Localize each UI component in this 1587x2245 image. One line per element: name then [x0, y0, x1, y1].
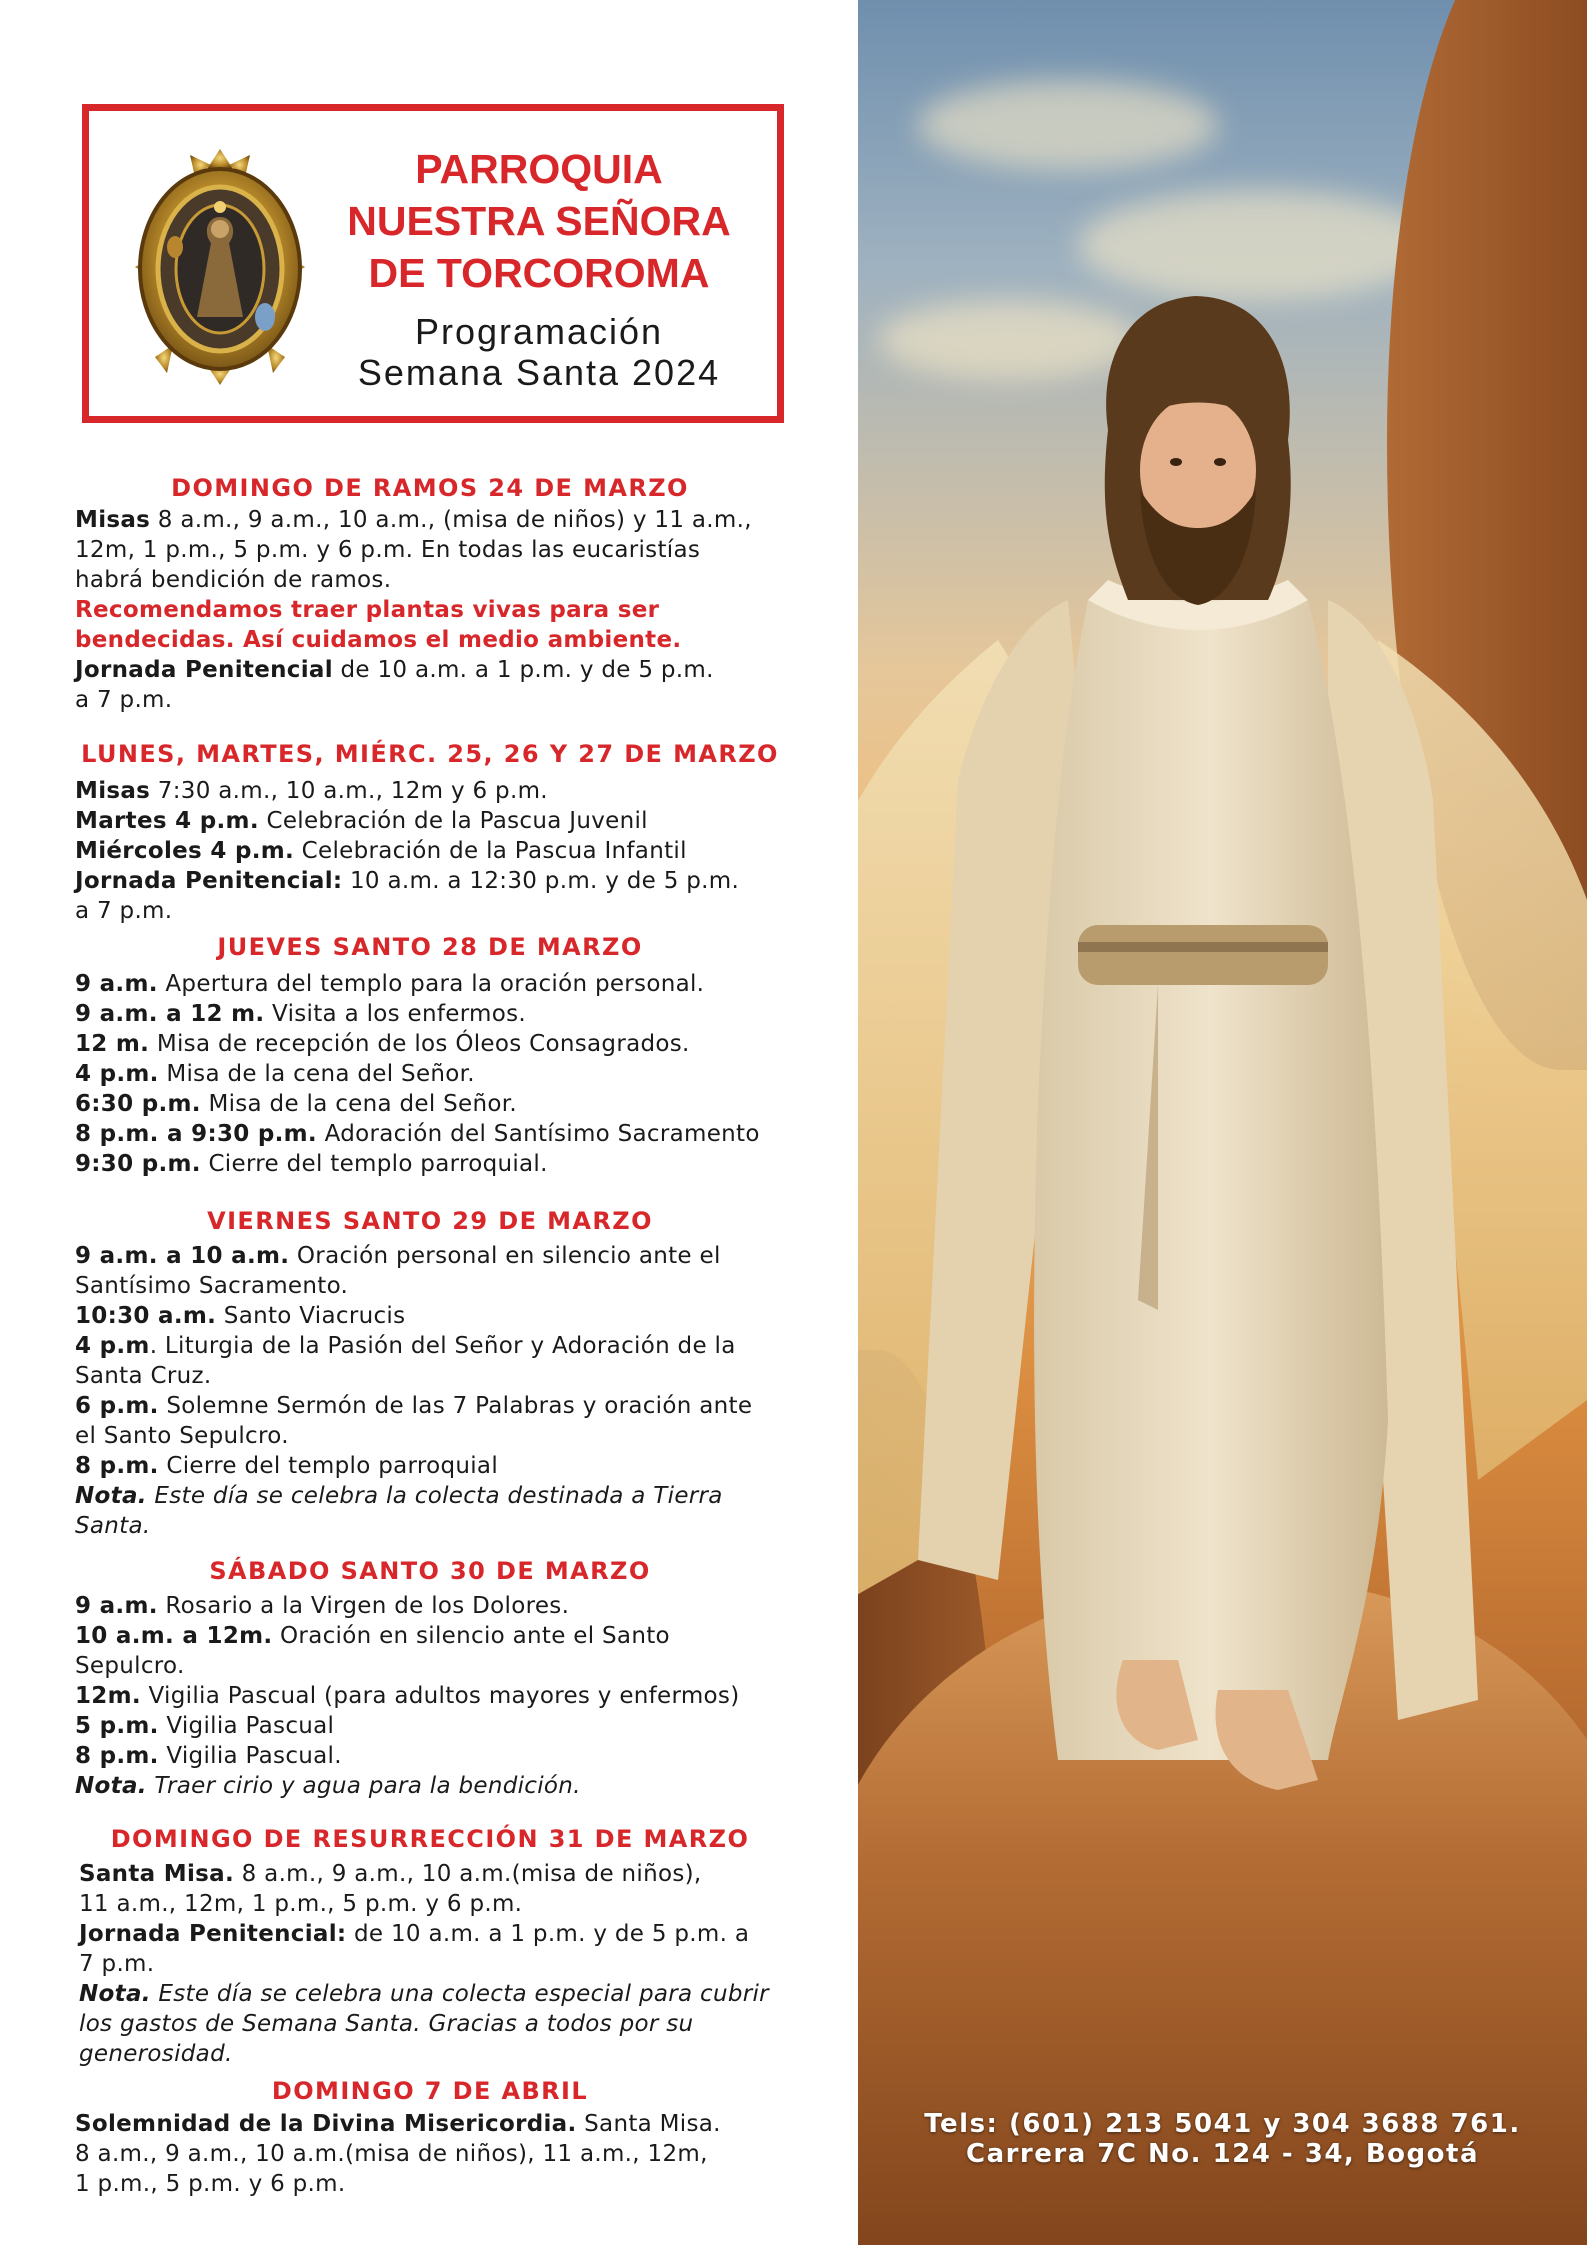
- section-title: DOMINGO 7 DE ABRIL: [271, 2077, 589, 2105]
- parish-line-3: DE TORCOROMA: [368, 250, 710, 296]
- schedule-text: a 7 p.m.: [75, 687, 173, 713]
- schedule-note-label: Nota.: [75, 1773, 147, 1799]
- schedule-line: [79, 1949, 154, 1979]
- schedule-time: 8 p.m.: [75, 1743, 159, 1769]
- section-title: DOMINGO DE RESURRECCIÓN 31 DE MARZO: [110, 1825, 750, 1853]
- schedule-time: 5 p.m.: [75, 1713, 159, 1739]
- schedule-line: [75, 1149, 548, 1179]
- schedule-text: 11 a.m., 12m, 1 p.m., 5 p.m. y 6 p.m.: [79, 1891, 523, 1917]
- schedule-line: [75, 625, 681, 655]
- schedule-text: 7 p.m.: [79, 1951, 155, 1977]
- schedule-text: Oración personal en silencio ante el: [289, 1243, 721, 1269]
- schedule-line: [75, 505, 752, 535]
- schedule-note: los gastos de Semana Santa. Gracias a todos por su: [79, 2011, 694, 2037]
- schedule-text: de 10 a.m. a 1 p.m. y de 5 p.m. a: [346, 1921, 750, 1947]
- schedule-line: [75, 1271, 348, 1301]
- schedule-line: [75, 2169, 345, 2199]
- program-line-2: Semana Santa 2024: [357, 352, 721, 393]
- schedule-text: Santo Viacrucis: [216, 1303, 406, 1329]
- schedule-text: Misa de la cena del Señor.: [158, 1061, 475, 1087]
- schedule-text: Cierre del templo parroquial.: [200, 1151, 548, 1177]
- schedule-line: [79, 2039, 233, 2069]
- schedule-text: Oración en silencio ante el Santo: [272, 1623, 670, 1649]
- schedule-time: Miércoles 4 p.m.: [75, 838, 295, 864]
- section-title: DOMINGO DE RAMOS 24 DE MARZO: [171, 474, 689, 502]
- schedule-line: [75, 2109, 721, 2139]
- schedule-line: [75, 685, 172, 715]
- schedule-line: [75, 1591, 569, 1621]
- schedule-line: [79, 1979, 769, 2009]
- schedule-time: 9 a.m. a 10 a.m.: [75, 1243, 290, 1269]
- schedule-time: 9 a.m.: [75, 971, 158, 997]
- virgin-emblem-icon: [125, 147, 315, 387]
- schedule-text: . Liturgia de la Pasión del Señor y Adoración de la: [149, 1333, 736, 1359]
- program-line-1: Programación: [414, 311, 664, 352]
- schedule-line: [75, 1741, 342, 1771]
- schedule-time: 4 p.m: [75, 1333, 150, 1359]
- schedule-text: el Santo Sepulcro.: [75, 1423, 289, 1449]
- schedule-text: 8 a.m., 9 a.m., 10 a.m.(misa de niños),: [234, 1861, 702, 1887]
- schedule-text: Rosario a la Virgen de los Dolores.: [157, 1593, 570, 1619]
- schedule-line: [75, 1681, 740, 1711]
- schedule-time: 12 m.: [75, 1031, 150, 1057]
- schedule-line: [75, 1119, 760, 1149]
- schedule-text: Vigilia Pascual (para adultos mayores y enfermos): [140, 1683, 740, 1709]
- schedule-text: Visita a los enfermos.: [264, 1001, 527, 1027]
- schedule-time: Jornada Penitencial: [75, 657, 333, 683]
- schedule-time: 8 p.m. a 9:30 p.m.: [75, 1121, 317, 1147]
- schedule-line: [75, 535, 700, 565]
- schedule-note-label: Nota.: [75, 1483, 147, 1509]
- schedule-text: 8 a.m., 9 a.m., 10 a.m., (misa de niños) y 11 a.m.,: [150, 507, 752, 533]
- schedule-line: [75, 1451, 498, 1481]
- schedule-line: [75, 1651, 185, 1681]
- schedule-text: 10 a.m. a 12:30 p.m. y de 5 p.m.: [342, 868, 740, 894]
- schedule-text: Adoración del Santísimo Sacramento: [316, 1121, 760, 1147]
- schedule-line: [75, 776, 548, 806]
- section-title: LUNES, MARTES, MIÉRC. 25, 26 Y 27 DE MARZO: [81, 740, 779, 768]
- schedule-line: [75, 1059, 475, 1089]
- schedule-line: [75, 866, 739, 896]
- schedule-time: 6 p.m.: [75, 1393, 159, 1419]
- schedule-time: 6:30 p.m.: [75, 1091, 201, 1117]
- schedule-time: Jornada Penitencial:: [79, 1921, 347, 1947]
- schedule-note: Traer cirio y agua para la bendición.: [146, 1773, 581, 1799]
- schedule-text: Santa Misa.: [576, 2111, 721, 2137]
- schedule-line: [75, 1361, 211, 1391]
- parish-line-1: PARROQUIA: [415, 146, 663, 192]
- schedule-line: [75, 1089, 517, 1119]
- schedule-line: [75, 1241, 721, 1271]
- schedule-note: Este día se celebra la colecta destinada a Tierra: [146, 1483, 723, 1509]
- schedule-note-label: Nota.: [79, 1981, 151, 2007]
- program-title: [329, 311, 749, 393]
- schedule-line: [75, 896, 172, 926]
- schedule-line: [75, 2139, 708, 2169]
- schedule-time: 12m.: [75, 1683, 141, 1709]
- schedule-time: Solemnidad de la Divina Misericordia.: [75, 2111, 577, 2137]
- schedule-time: Martes 4 p.m.: [75, 808, 259, 834]
- schedule-text: Celebración de la Pascua Infantil: [294, 838, 687, 864]
- schedule-note: generosidad.: [79, 2041, 233, 2067]
- section-title: JUEVES SANTO 28 DE MARZO: [217, 933, 643, 961]
- schedule-line: [75, 1511, 151, 1541]
- schedule-text: Misa de la cena del Señor.: [200, 1091, 518, 1117]
- schedule-line: [79, 1889, 522, 1919]
- schedule-time: 9 a.m.: [75, 1593, 158, 1619]
- section-title: VIERNES SANTO 29 DE MARZO: [207, 1207, 653, 1235]
- contact-phones: Tels: (601) 213 5041 y 304 3688 761.: [924, 2109, 1521, 2139]
- contact-address: Carrera 7C No. 124 - 34, Bogotá: [965, 2139, 1479, 2169]
- christ-figure: [858, 0, 1587, 2245]
- schedule-line: [75, 655, 714, 685]
- schedule-text: 12m, 1 p.m., 5 p.m. y 6 p.m. En todas las eucaristías: [75, 537, 701, 563]
- schedule-line: [75, 1771, 581, 1801]
- schedule-line: [75, 969, 704, 999]
- header-box: [82, 104, 784, 423]
- schedule-line: [75, 1301, 405, 1331]
- schedule-text: 7:30 a.m., 10 a.m., 12m y 6 p.m.: [150, 778, 548, 804]
- schedule-line: [79, 1859, 702, 1889]
- schedule-text: 8 a.m., 9 a.m., 10 a.m.(misa de niños), 11 a.m., 12m,: [75, 2141, 708, 2167]
- schedule-line: [75, 1391, 752, 1421]
- schedule-time: Santa Misa.: [79, 1861, 235, 1887]
- schedule-time: Misas: [75, 778, 151, 804]
- schedule-line: [75, 1711, 334, 1741]
- schedule-line: [75, 1029, 690, 1059]
- schedule-line: [75, 595, 659, 625]
- schedule-text: Misa de recepción de los Óleos Consagrados.: [149, 1031, 690, 1057]
- schedule-text: 1 p.m., 5 p.m. y 6 p.m.: [75, 2171, 346, 2197]
- schedule-line: [75, 1621, 670, 1651]
- schedule-text: Vigilia Pascual.: [158, 1743, 342, 1769]
- schedule-time: 10 a.m. a 12m.: [75, 1623, 273, 1649]
- schedule-text: de 10 a.m. a 1 p.m. y de 5 p.m.: [332, 657, 714, 683]
- schedule-time: 4 p.m.: [75, 1061, 159, 1087]
- schedule-line: [79, 1919, 749, 1949]
- resurrection-image: [858, 0, 1587, 2245]
- schedule-line: [75, 1331, 736, 1361]
- schedule-note-red: Recomendamos traer plantas vivas para ser: [75, 597, 660, 623]
- schedule-note: Santa.: [75, 1513, 151, 1539]
- schedule-note: Este día se celebra una colecta especial para cubrir: [150, 1981, 769, 2007]
- schedule-text: Sepulcro.: [75, 1653, 185, 1679]
- parish-name: [329, 143, 749, 299]
- schedule-text: Santísimo Sacramento.: [75, 1273, 349, 1299]
- schedule-line: [75, 1481, 723, 1511]
- schedule-text: Vigilia Pascual: [158, 1713, 335, 1739]
- schedule-text: Celebración de la Pascua Juvenil: [258, 808, 648, 834]
- schedule-time: Misas: [75, 507, 151, 533]
- schedule-text: Apertura del templo para la oración personal.: [157, 971, 705, 997]
- schedule-line: [75, 1421, 289, 1451]
- schedule-text: Santa Cruz.: [75, 1363, 212, 1389]
- schedule-line: [75, 836, 687, 866]
- schedule-line: [75, 806, 648, 836]
- schedule-time: 9 a.m. a 12 m.: [75, 1001, 265, 1027]
- schedule-text: Cierre del templo parroquial: [158, 1453, 499, 1479]
- schedule-line: [75, 565, 391, 595]
- parish-line-2: NUESTRA SEÑORA: [347, 198, 731, 244]
- section-title: SÁBADO SANTO 30 DE MARZO: [209, 1557, 651, 1585]
- schedule-line: [79, 2009, 693, 2039]
- schedule-text: habrá bendición de ramos.: [75, 567, 392, 593]
- schedule-time: 10:30 a.m.: [75, 1303, 217, 1329]
- schedule-time: 9:30 p.m.: [75, 1151, 201, 1177]
- schedule-line: [75, 999, 526, 1029]
- schedule-time: Jornada Penitencial:: [75, 868, 343, 894]
- schedule-text: a 7 p.m.: [75, 898, 173, 924]
- schedule-text: Solemne Sermón de las 7 Palabras y oración ante: [158, 1393, 753, 1419]
- schedule-note-red: bendecidas. Así cuidamos el medio ambiente.: [75, 627, 682, 653]
- schedule-time: 8 p.m.: [75, 1453, 159, 1479]
